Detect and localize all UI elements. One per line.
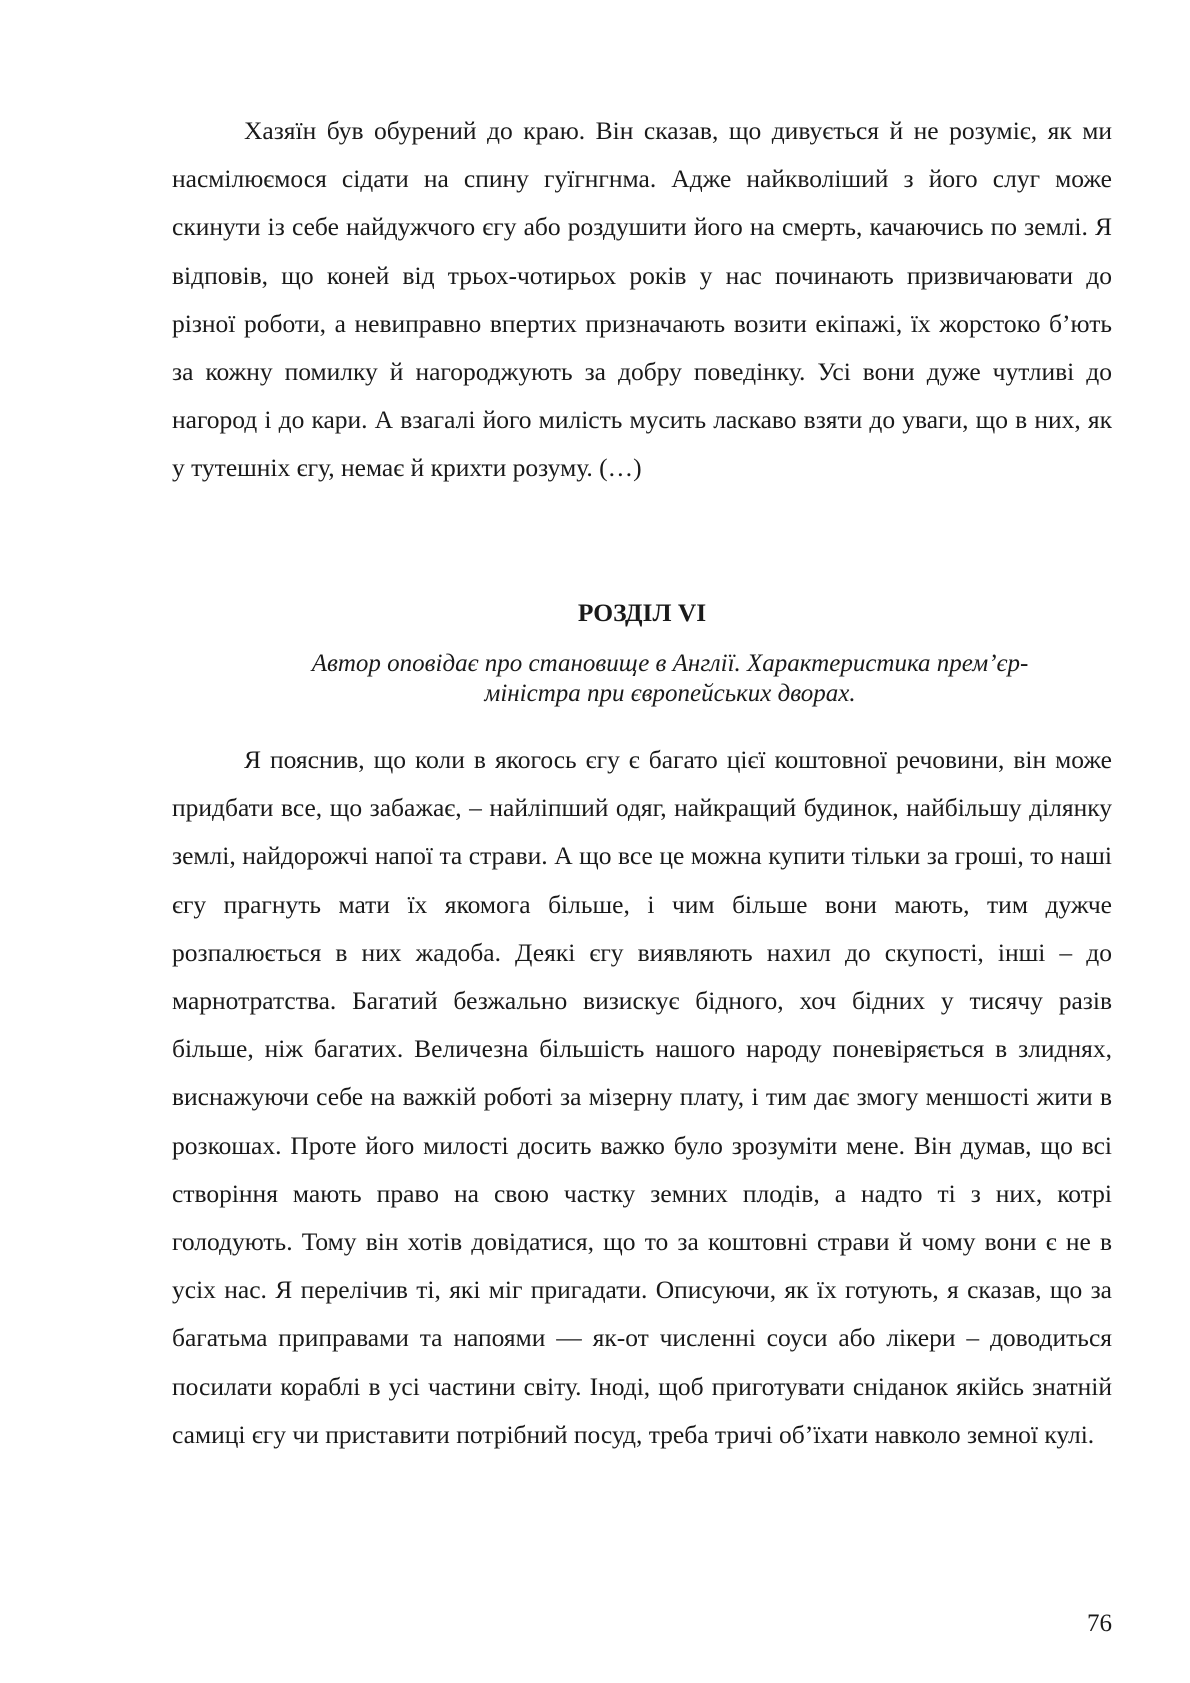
- body-paragraph-2: [172, 736, 1112, 1459]
- page-number: 76: [1087, 1610, 1112, 1637]
- chapter-subtitle-line-2: міністра при європейських дворах.: [484, 680, 856, 707]
- paragraph-text: Хазяїн був обурений до краю. Він сказав, що дивується й не розуміє, як ми насмілюємося сідати на спину гуїгнгнма. Адже найкволіший з його слуг може скинути із себе найдужчого єгу або роздушити його на смерть, качаючись по землі. Я відповів, що коней від трьох-чотирьох років у нас починають призвичаювати до різної роботи, а невиправно впертих призначають возити екіпажі, їх жорстоко б’ють за кожну помилку й нагороджують за добру поведінку. Усі вони дуже чутливі до нагород і до кари. А взагалі його милість мусить ласкаво взяти до уваги, що в них, як у тутешніх єгу, немає й крихти розуму. (…): [172, 116, 1112, 483]
- paragraph-text: Я пояснив, що коли в якогось єгу є багато цієї коштовної речовини, він може придбати все, що забажає, – найліпший одяг, найкращий будинок, найбільшу ділянку землі, найдорожчі напої та страви. А що все це можна купити тільки за гроші, то наші єгу прагнуть мати їх якомога більше, і чим більше вони мають, тим дужче розпалюється в них жадоба. Деякі єгу виявляють нахил до скупості, інші – до марнотратства. Багатий безжально визискує бідного, хоч бідних у тисячу разів більше, ніж багатих. Величезна більшість нашого народу поневіряється в злиднях, виснажуючи себе на важкій роботі за мізерну плату, і тим дає змогу меншості жити в розкошах. Проте його милості досить важко було зрозуміти мене. Він думав, що всі створіння мають право на свою частку земних плодів, а надто ті з них, котрі голодують. Тому він хотів довідатися, що то за коштовні страви й чому вони є не в усіх нас. Я перелічив ті, які міг пригадати. Описуючи, як їх готують, я сказав, що за багатьма приправами та напоями — як-от численні соуси або лікери – доводиться посилати кораблі в усі частини світу. Іноді, щоб приготувати сніданок якійсь знатній самиці єгу чи приставити потрібний посуд, треба тричі об’їхати навколо земної кулі.: [172, 745, 1112, 1449]
- chapter-subtitle: [250, 649, 1090, 709]
- chapter-subtitle-line-1: Автор оповідає про становище в Англії. Характеристика прем’єр-: [311, 650, 1029, 677]
- chapter-heading: РОЗДІЛ VI: [577, 598, 707, 627]
- body-paragraph-1: [172, 107, 1112, 493]
